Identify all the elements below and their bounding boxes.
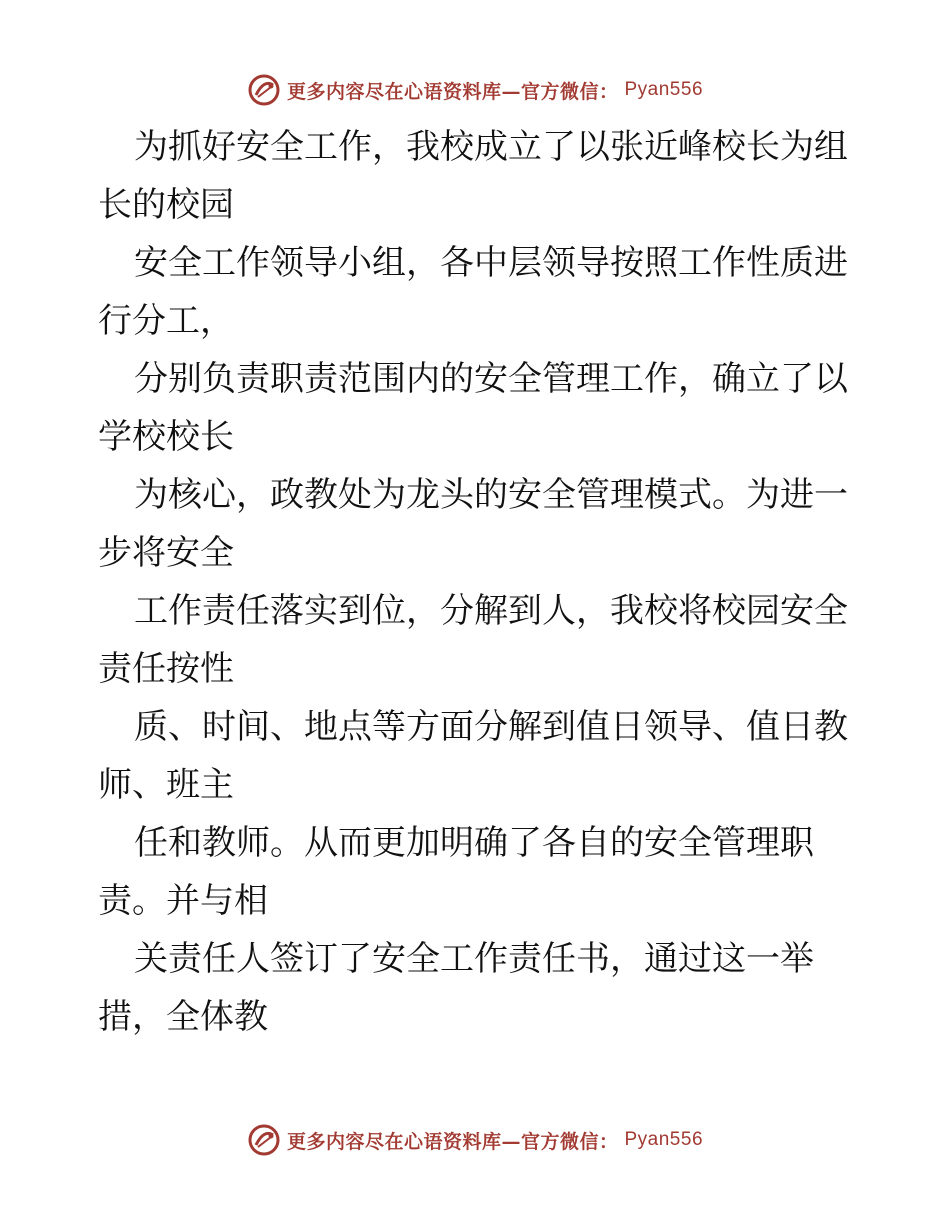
watermark-content <box>247 1123 703 1157</box>
seal-logo-icon <box>247 73 281 107</box>
footer-watermark-banner <box>0 1120 950 1160</box>
text-line: 学校校长 <box>98 417 234 457</box>
header-watermark-banner <box>0 70 950 110</box>
text-line: 长的校园 <box>98 185 234 225</box>
text-line: 工作责任落实到位，分解到人，我校将校园安全 <box>134 591 848 631</box>
watermark-wechat-id: Pyan556 <box>624 1129 704 1150</box>
text-line: 措，全体教 <box>98 997 268 1037</box>
text-line: 分别负责职责范围内的安全管理工作，确立了以 <box>134 359 848 399</box>
text-line: 为抓好安全工作，我校成立了以张近峰校长为组 <box>134 127 848 167</box>
text-line: 安全工作领导小组，各中层领导按照工作性质进 <box>134 243 848 283</box>
text-line: 责任按性 <box>98 649 234 689</box>
watermark-text: 更多内容尽在心语资料库—官方微信： <box>286 1130 619 1153</box>
seal-logo-icon <box>247 1123 281 1157</box>
text-line: 为核心，政教处为龙头的安全管理模式。为进一 <box>134 475 848 515</box>
watermark-text: 更多内容尽在心语资料库—官方微信： <box>286 80 619 103</box>
document-body <box>98 118 858 1046</box>
text-line: 责。并与相 <box>98 881 268 921</box>
text-line: 关责任人签订了安全工作责任书，通过这一举 <box>134 939 814 979</box>
text-line: 步将安全 <box>98 533 234 573</box>
text-line: 任和教师。从而更加明确了各自的安全管理职 <box>134 823 814 863</box>
watermark-content <box>247 73 703 107</box>
text-line: 师、班主 <box>98 765 234 805</box>
text-line: 行分工， <box>98 301 234 341</box>
text-line: 质、时间、地点等方面分解到值日领导、值日教 <box>134 707 848 747</box>
watermark-wechat-id: Pyan556 <box>624 79 704 100</box>
